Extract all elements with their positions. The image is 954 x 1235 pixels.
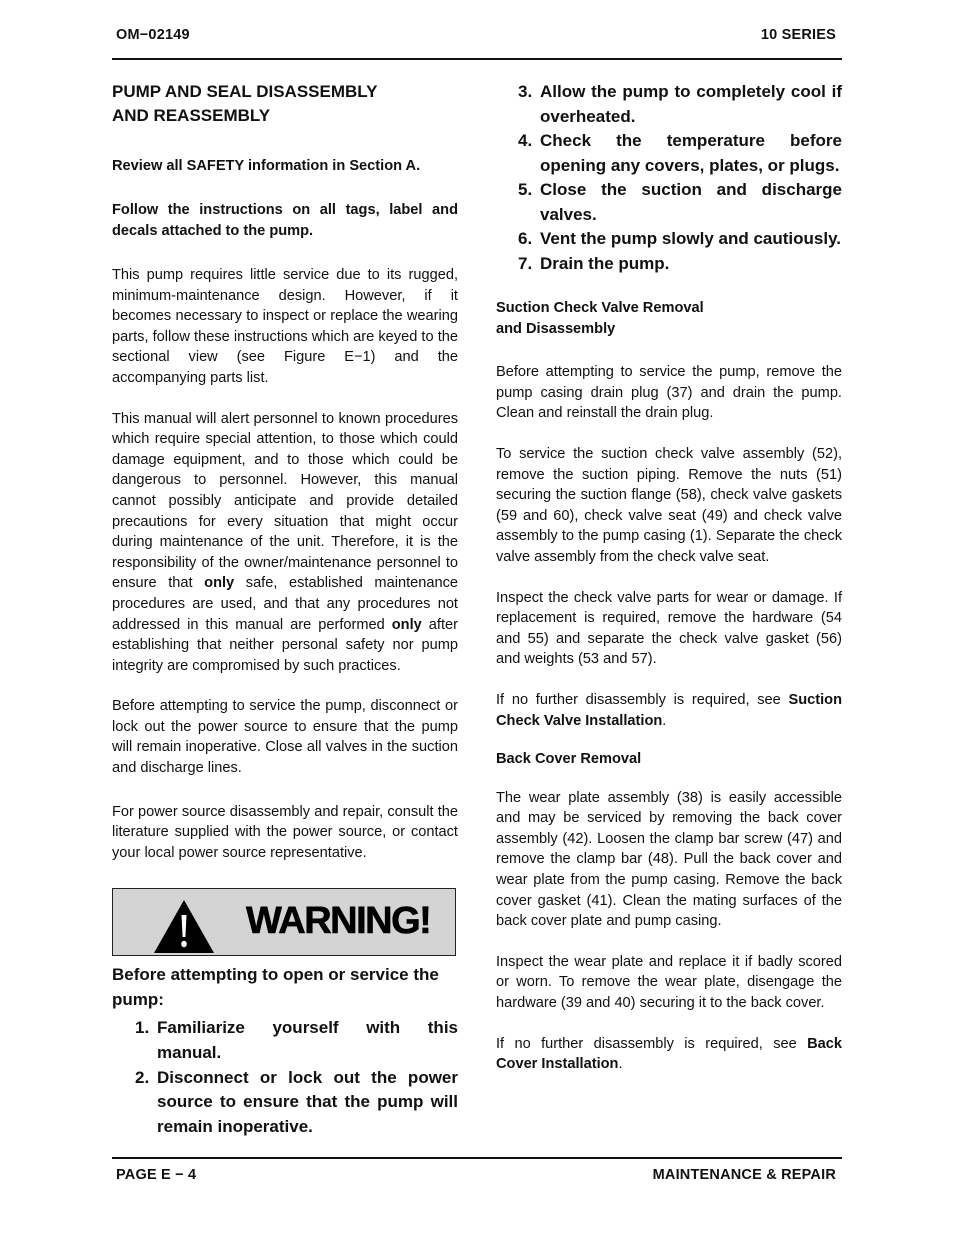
back-cover-paragraph: The wear plate assembly (38) is easily accessible and may be serviced by removing the back cover assembly (42). Loosen the clamp bar screw (47) and remove the clamp bar (48). Pull the back cover and wear plate from the pump casing. Remove the back cover gasket (41). Clean the mating surfaces of the back cover plate and pump casing.	[496, 789, 842, 930]
footer-page-number: PAGE E − 4	[116, 1167, 197, 1183]
list-item: 3. Allow the pump to completely cool if overheated.	[518, 82, 842, 126]
right-column	[496, 80, 842, 1075]
warning-word: WARNING!	[246, 900, 431, 943]
power-source-paragraph: For power source disassembly and repair, consult the literature supplied with the power source, or contact your local power source representative.	[112, 803, 458, 861]
power-disconnect-paragraph: Before attempting to service the pump, disconnect or lock out the power source to ensure that the pump will remain inoperative. Close all valves in the suction and discharge lines.	[112, 698, 458, 777]
intro-paragraph: This pump requires little service due to its rugged, minimum-maintenance design. However, if it becomes necessary to inspect or replace the wearing parts, follow these instructions which are keyed to the sectional view (see Figure E−1) and the accompanying parts list.	[112, 267, 458, 386]
footer-rule	[112, 1157, 842, 1159]
header-series: 10 SERIES	[760, 27, 836, 43]
list-item: 4. Check the temperature before opening any covers, plates, or plugs.	[518, 131, 842, 175]
safety-steps-right	[496, 80, 842, 276]
list-item: 1. Familiarize yourself with this manual.	[135, 1018, 458, 1062]
safety-review-note: Review all SAFETY information in Section A.	[112, 158, 421, 174]
header-rule	[112, 58, 842, 60]
section-title: PUMP AND SEAL DISASSEMBLY AND REASSEMBLY	[112, 82, 378, 125]
tags-instruction-note: Follow the instructions on all tags, label and decals attached to the pump.	[112, 202, 458, 239]
list-item: 2. Disconnect or lock out the power source to ensure that the pump will remain inoperative.	[135, 1067, 458, 1136]
drain-paragraph: Before attempting to service the pump, remove the pump casing drain plug (37) and drain the pump. Clean and reinstall the drain plug.	[496, 364, 842, 422]
warning-triangle-icon	[154, 900, 214, 953]
warning-lead: Before attempting to open or service the pump:	[112, 965, 439, 1009]
wear-plate-paragraph: Inspect the wear plate and replace it if badly scored or worn. To remove the wear plate, disengage the hardware (39 and 40) securing it to the back cover.	[496, 953, 842, 1012]
list-item: 5. Close the suction and discharge valves.	[518, 180, 842, 224]
warning-banner	[112, 888, 456, 956]
header-doc-number: OM−02149	[116, 27, 190, 43]
suction-valve-subheading: Suction Check Valve Removal and Disassembly	[496, 300, 704, 337]
list-item: 6. Vent the pump slowly and cautiously.	[518, 229, 842, 248]
check-valve-inspect-paragraph: Inspect the check valve parts for wear or damage. If replacement is required, remove the hardware (54 and 55) and separate the check valve gasket (56) and weights (53 and 57).	[496, 589, 842, 668]
suction-service-paragraph: To service the suction check valve assembly (52), remove the suction piping. Remove the nuts (51) securing the suction flange (58), check valve gaskets (59 and 60), check valve seat (49) and check valve assembly to the pump casing (1). Separate the check valve assembly from the check valve seat.	[496, 445, 842, 565]
list-item: 7. Drain the pump.	[518, 253, 670, 273]
back-cover-subheading: Back Cover Removal	[496, 751, 642, 768]
left-column	[112, 80, 458, 1139]
footer-chapter: MAINTENANCE & REPAIR	[652, 1167, 836, 1183]
suction-install-reference: If no further disassembly is required, see Suction Check Valve Installation.	[496, 691, 842, 729]
back-cover-install-reference: If no further disassembly is required, see Back Cover Installation.	[496, 1035, 842, 1073]
safety-steps-left	[112, 1016, 458, 1139]
personnel-alert-paragraph: This manual will alert personnel to known procedures which require special attention, to those which could damage equipment, and to those which could be dangerous to personnel. However, this manual cannot possibly anticipate and provide detailed precautions for every situation that might occur during maintenance of the unit. Therefore, it is the responsibility of the owner/maintenance personnel to ensure that only safe, established maintenance procedures are used, and that any procedures not addressed in this manual are performed only after establishing that neither personal safety nor pump integrity are compromised by such practices.	[112, 410, 459, 674]
